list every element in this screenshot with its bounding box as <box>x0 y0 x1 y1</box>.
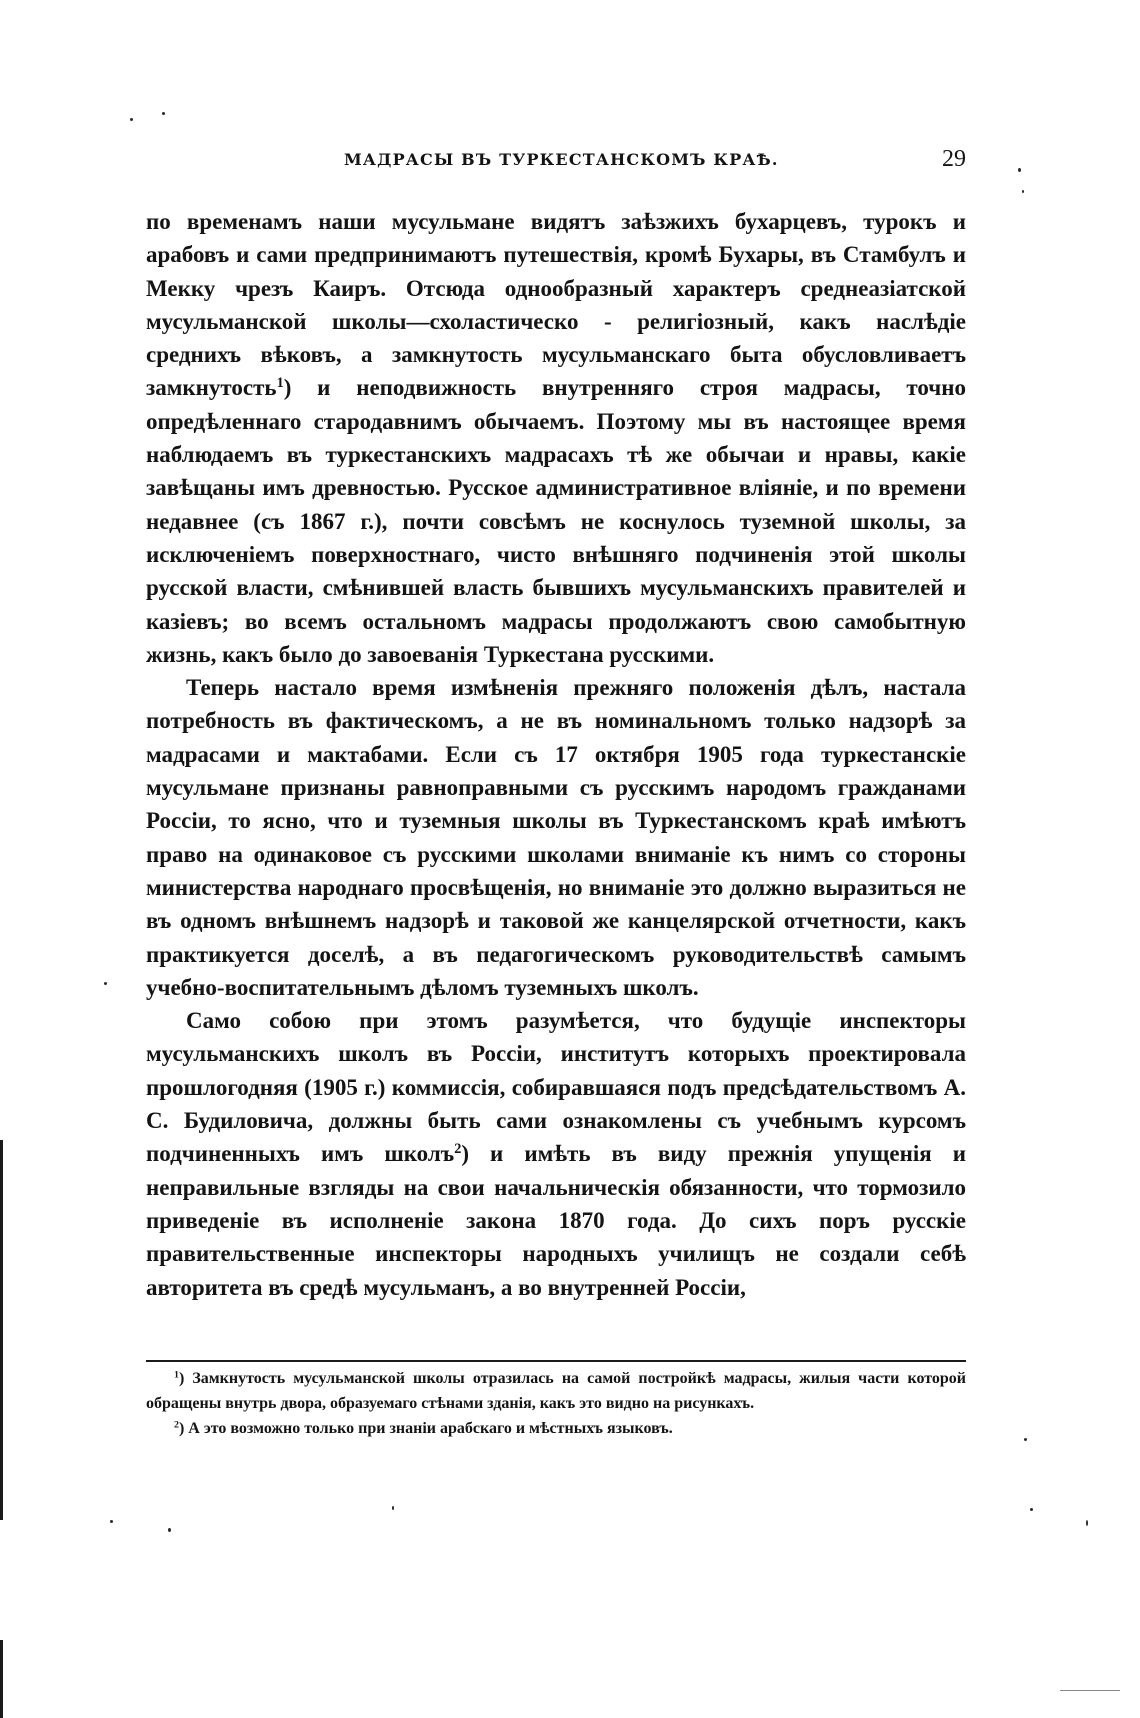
paragraph-2: Теперь настало время измѣненія прежняго положенія дѣлъ, настала потребность въ фактическомъ, а не въ номинальномъ только надзорѣ за мадрасами и мактабами. Если съ 17 октября 1905 года туркестанскіе мусульмане признаны равноправными съ русскимъ народомъ гражданами Россіи, то ясно, что и туземныя школы въ Туркестанскомъ краѣ имѣютъ право на одинаковое съ русскими школами вниманіе къ нимъ со стороны министерства народнаго просвѣщенія, но вниманіе это должно выразиться не въ одномъ внѣшнемъ надзорѣ и таковой же канцелярской отчетности, какъ практикуется доселѣ, а въ педагогическомъ руководительствѣ самымъ учебно-воспитательнымъ дѣломъ туземныхъ школъ. <box>146 675 966 1000</box>
footnote-2 <box>146 1416 966 1441</box>
paragraph-3-text: Само собою при этомъ разумѣется, что будущіе инспекторы мусульманскихъ школъ въ Россіи, институтъ которыхъ проектировала прошлогодняя (1905 г.) коммиссія, собиравшаяся подъ предсѣдательствомъ А. С. Будиловича, должны быть сами ознакомлены съ учебнымъ курсомъ подчиненныхъ имъ школъ <box>146 1008 966 1167</box>
running-head: МАДРАСЫ ВЪ ТУРКЕСТАНСКОМЪ КРАѢ. <box>344 150 779 169</box>
footnote-2-text: ) А это возможно только при знаніи арабскаго и мѣстныхъ языковъ. <box>178 1420 673 1437</box>
scan-speck <box>1024 1438 1027 1441</box>
footnote-ref-2: 2 <box>454 1141 462 1158</box>
scan-speck <box>162 112 165 115</box>
footnote-ref-1: 1 <box>276 375 284 392</box>
scan-speck <box>1030 1508 1033 1511</box>
footnote-2-mark: 2 <box>174 1419 179 1431</box>
main-text <box>146 205 966 1304</box>
footnotes <box>146 1366 966 1441</box>
paragraph-1-text: по временамъ наши мусульмане видятъ заѣзжихъ бухарцевъ, турокъ и арабовъ и сами предпринимаютъ путешествія, кромѣ Бухары, въ Стамбулъ и Мекку чрезъ Каиръ. Отсюда однообразный характеръ среднеазіатской мусульманской школы—схоластическо - религіозный, какъ наслѣдіе среднихъ вѣковъ, а замкнутость мусульманскаго быта обусловливаетъ замкнутость <box>146 209 966 401</box>
paragraph-3-continuation: ) и имѣть въ виду прежнія упущенія и неправильные взгляды на свои начальническія обязанности, что тормозило приведеніе въ исполненіе закона 1870 года. До сихъ поръ русскіе правительственные инспекторы народныхъ училищъ не создали себѣ авторитета въ средѣ мусульманъ, а во внутренней Россіи, <box>146 1141 967 1300</box>
paragraph-1 <box>146 205 966 671</box>
footnote-1-text: ) Замкнутость мусульманской школы отразилась на самой постройкѣ мадрасы, жилыя части которой обращены внутрь двора, образуемаго стѣнами зданія, какъ это видно на рисункахъ. <box>146 1370 966 1412</box>
footnote-divider <box>146 1360 966 1362</box>
scan-speck <box>392 1506 394 1510</box>
scan-edge-mark <box>0 1640 3 1718</box>
scan-speck <box>1086 1520 1088 1526</box>
scan-edge-mark <box>0 1140 3 1520</box>
scan-speck <box>168 1528 171 1532</box>
scan-speck <box>1018 168 1021 172</box>
paragraph-1-continuation: ) и неподвижность внутренняго строя мадрасы, точно опредѣленнаго стародавнимъ обычаемъ. Поэтому мы въ настоящее время наблюдаемъ въ туркестанскихъ мадрасахъ тѣ же обычаи и нравы, какіе завѣщаны имъ древностью. Русское административное вліяніе, и по времени недавнее (съ 1867 г.), почти совсѣмъ не коснулось туземной школы, за исключеніемъ поверхностнаго, чисто внѣшняго подчиненія этой школы русской власти, смѣнившей власть бывшихъ мусульманскихъ правителей и казіевъ; во всемъ остальномъ мадрасы продолжаютъ свою самобытную жизнь, какъ было до завоеванія Туркестана русскими. <box>146 375 966 667</box>
footnote-1 <box>146 1366 966 1416</box>
scan-speck <box>130 118 133 121</box>
footnote-1-mark: 1 <box>174 1369 179 1381</box>
scan-speck <box>104 982 107 985</box>
scan-edge-mark <box>1060 1690 1120 1691</box>
scan-speck <box>1022 190 1024 193</box>
page-number: 29 <box>942 146 966 172</box>
scan-speck <box>110 1520 113 1523</box>
page-header <box>146 146 966 180</box>
paragraph-3 <box>146 1004 966 1304</box>
